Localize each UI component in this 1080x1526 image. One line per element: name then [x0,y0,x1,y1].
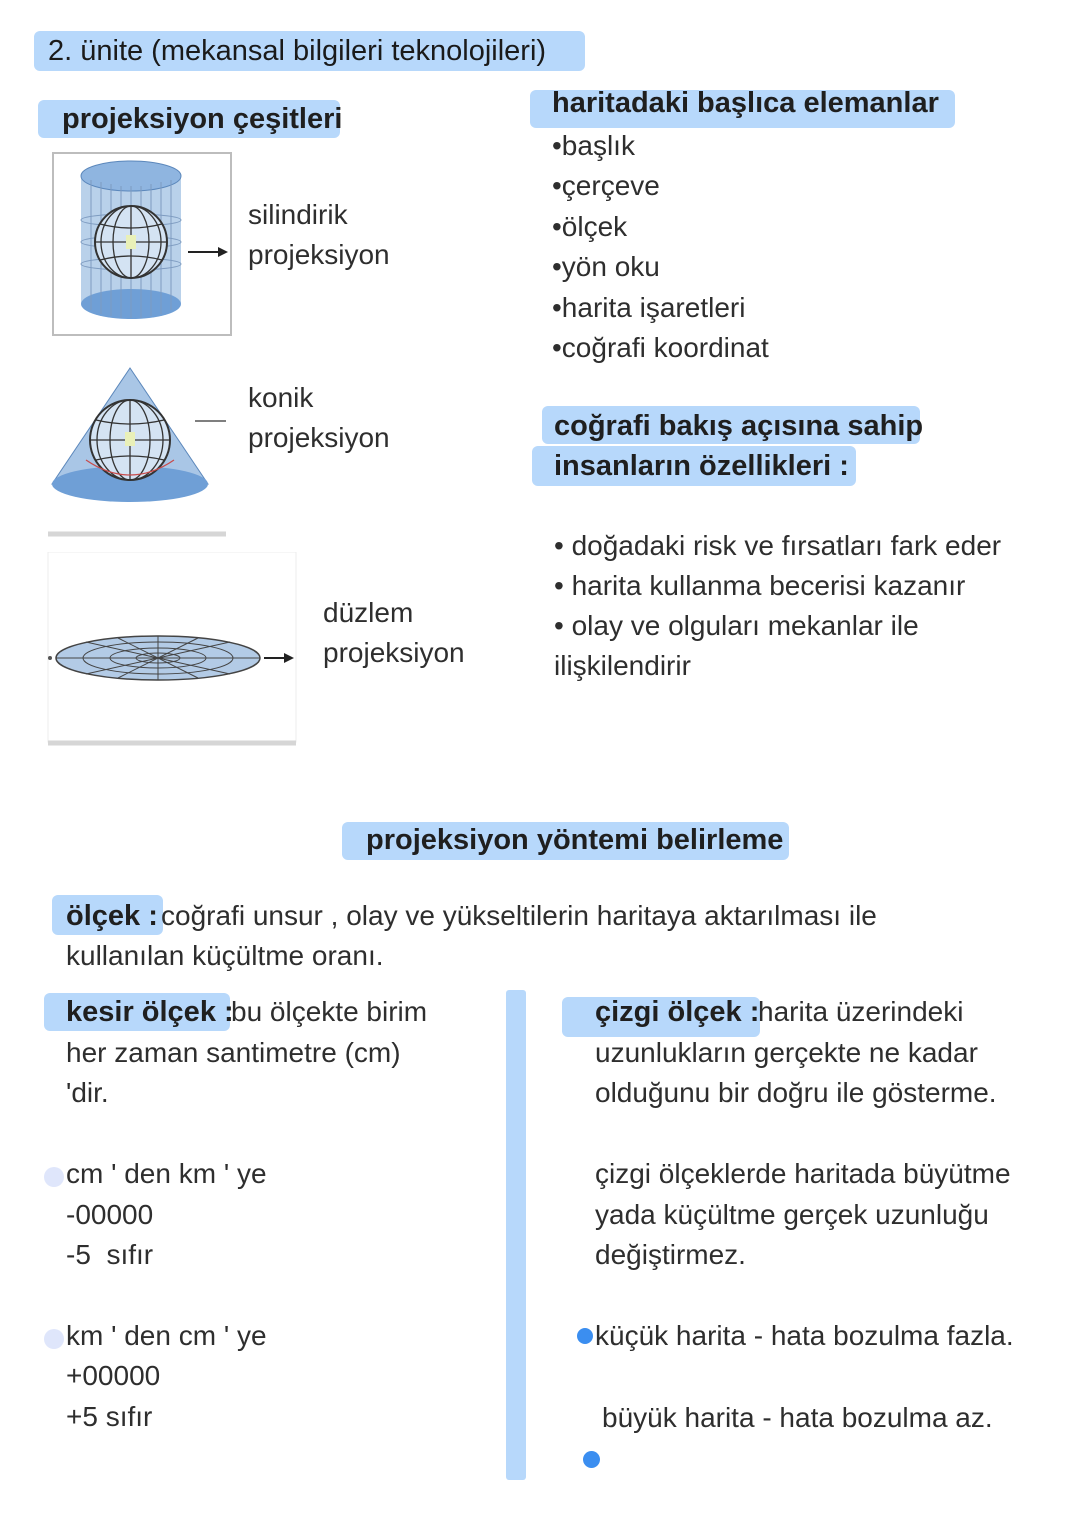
big-map-note: büyük harita - hata bozulma az. [602,1402,993,1433]
scale-label: ölçek : [66,900,158,932]
method-heading: projeksiyon yöntemi belirleme [366,824,784,856]
map-elements-heading: haritadaki başlıca elemanlar [552,87,939,119]
map-element-item: •yön oku [552,251,660,282]
geo-view-item: • doğadaki risk ve fırsatları fark eder [554,530,1002,561]
map-element-item: •coğrafi koordinat [552,332,769,363]
bullet-dot [583,1451,600,1468]
cm-to-km-zeros: -00000 [66,1199,154,1230]
geo-view-heading-1: coğrafi bakış açısına sahip [554,410,924,442]
column-divider [506,990,526,1480]
plane-label-1: düzlem [323,597,414,628]
geo-view-item: ilişkilendirir [554,650,691,681]
cone-label-2: projeksiyon [248,422,390,453]
km-to-cm-zeros: +00000 [66,1360,161,1391]
page-title: 2. ünite (mekansal bilgileri teknolojileri) [48,35,547,67]
cylinder-label-1: silindirik [248,199,348,230]
cone-projection-icon [46,362,236,542]
fraction-scale-text-1: bu ölçekte birim [231,996,428,1027]
fraction-scale-text-3: 'dir. [66,1077,109,1108]
map-element-item: •başlık [552,130,635,161]
fraction-scale-label: kesir ölçek : [66,996,234,1028]
map-element-item: •harita işaretleri [552,292,746,323]
bullet-dot [577,1328,593,1344]
map-element-item: •çerçeve [552,170,660,201]
cm-to-km-count: -5 sıfır [66,1239,154,1270]
line-scale-label: çizgi ölçek : [595,996,760,1028]
plane-label-2: projeksiyon [323,637,465,668]
cm-to-km-title: cm ' den km ' ye [66,1158,267,1189]
scale-definition-1: coğrafi unsur , olay ve yükseltilerin haritaya aktarılması ile [161,900,877,931]
bullet-dot [44,1329,64,1349]
cone-label-1: konik [248,382,314,413]
map-element-item: •ölçek [552,211,628,242]
geo-view-item: • harita kullanma becerisi kazanır [554,570,966,601]
plane-projection-icon [46,552,298,748]
km-to-cm-title: km ' den cm ' ye [66,1320,267,1351]
line-scale-text-1: harita üzerindeki [758,996,964,1027]
scale-definition-2: kullanılan küçültme oranı. [66,940,384,971]
projections-heading: projeksiyon çeşitleri [62,103,343,135]
cylinder-projection-icon [48,150,238,340]
line-scale-note-3: değiştirmez. [595,1239,746,1270]
geo-view-heading-2: insanların özellikleri : [554,450,849,482]
small-map-note: küçük harita - hata bozulma fazla. [595,1320,1014,1351]
line-scale-text-2: uzunlukların gerçekte ne kadar [595,1037,978,1068]
line-scale-note-2: yada küçültme gerçek uzunluğu [595,1199,989,1230]
bullet-dot [44,1167,64,1187]
geo-view-item: • olay ve olguları mekanlar ile [554,610,919,641]
fraction-scale-text-2: her zaman santimetre (cm) [66,1037,401,1068]
cylinder-label-2: projeksiyon [248,239,390,270]
km-to-cm-count: +5 sıfır [66,1401,153,1432]
line-scale-note-1: çizgi ölçeklerde haritada büyütme [595,1158,1011,1189]
line-scale-text-3: olduğunu bir doğru ile gösterme. [595,1077,997,1108]
